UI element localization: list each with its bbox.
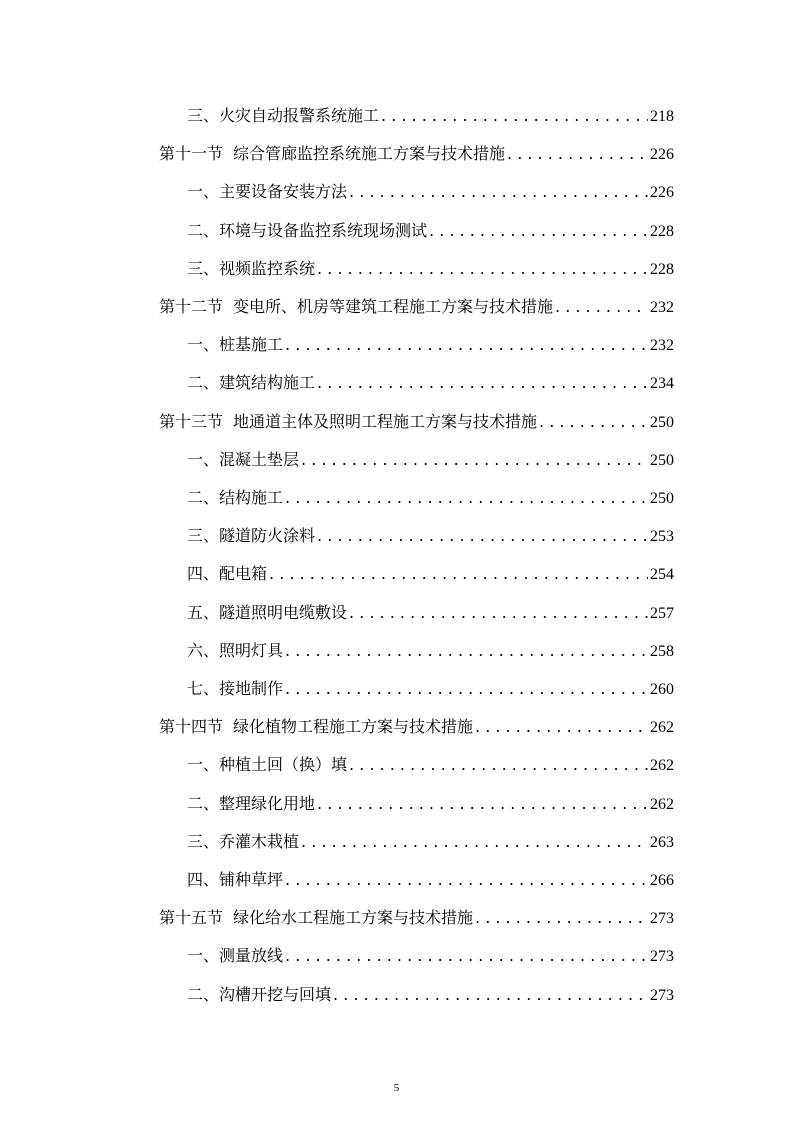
toc-entry-page: 254 — [650, 566, 674, 584]
toc-leader-dots — [333, 976, 648, 1014]
toc-section-entry[interactable] — [0, 288, 793, 326]
toc-entry-number: 一、 — [187, 755, 220, 775]
toc-entry-page: 232 — [650, 337, 674, 355]
toc-subsection-entry[interactable] — [0, 823, 793, 861]
page-number: 5 — [393, 1082, 400, 1094]
toc-subsection-entry[interactable] — [0, 670, 793, 708]
toc-leader-dots — [301, 823, 648, 861]
toc-entry-number: 二、 — [187, 984, 220, 1004]
toc-entry-page: 273 — [650, 986, 674, 1004]
toc-entry-number: 三、 — [187, 106, 220, 125]
toc-leader-dots — [285, 861, 648, 899]
toc-entry-title: 建筑结构施工 — [219, 373, 316, 393]
toc-entry-page: 228 — [650, 260, 674, 278]
toc-entry-number: 一、 — [187, 335, 220, 355]
toc-leader-dots — [317, 785, 648, 823]
toc-entry-number: 五、 — [187, 602, 220, 622]
toc-entry-number: 一、 — [187, 449, 220, 469]
toc-entry-page: 262 — [650, 757, 674, 775]
toc-entry-page: 253 — [650, 528, 674, 546]
toc-leader-dots — [539, 403, 648, 441]
toc-leader-dots — [285, 632, 648, 670]
toc-subsection-entry[interactable] — [0, 594, 793, 632]
toc-entry-page: 266 — [650, 872, 674, 889]
toc-entry-title: 主要设备安装方法 — [219, 182, 348, 202]
toc-entry-title: 结构施工 — [219, 488, 284, 507]
toc-entry-title: 变电所、机房等建筑工程施工方案与技术措施 — [233, 297, 554, 316]
toc-entry-number: 第十四节 — [159, 717, 224, 737]
toc-leader-dots — [349, 173, 648, 211]
toc-subsection-entry[interactable] — [0, 785, 793, 823]
toc-leader-dots — [429, 212, 648, 250]
toc-leader-dots — [555, 288, 648, 326]
toc-leader-dots — [285, 937, 648, 975]
toc-leader-dots — [269, 555, 648, 593]
toc-leader-dots — [349, 746, 648, 784]
toc-entry-number: 三、 — [187, 831, 220, 851]
toc-subsection-entry[interactable] — [0, 364, 793, 402]
toc-subsection-entry[interactable] — [0, 173, 793, 211]
toc-leader-dots — [475, 708, 648, 746]
toc-entry-page: 273 — [650, 948, 674, 966]
toc-entry-title: 测量放线 — [219, 946, 284, 966]
toc-entry-number: 第十五节 — [159, 908, 224, 928]
toc-subsection-entry[interactable] — [0, 976, 793, 1014]
toc-section-entry[interactable] — [0, 708, 793, 746]
toc-entry-page: 250 — [650, 451, 674, 469]
toc-entry-number: 四、 — [187, 564, 220, 584]
toc-entry-number: 二、 — [187, 793, 220, 813]
toc-entry-number: 一、 — [187, 946, 220, 966]
toc-subsection-entry[interactable] — [0, 250, 793, 288]
toc-entry-title: 沟槽开挖与回填 — [219, 984, 332, 1004]
toc-leader-dots — [285, 479, 648, 517]
toc-leader-dots — [381, 97, 648, 135]
toc-entry-number: 第十三节 — [159, 411, 224, 431]
toc-entry-title: 整理绿化用地 — [219, 793, 316, 813]
toc-entry-title: 环境与设备监控系统现场测试 — [219, 220, 428, 240]
toc-entry-page: 234 — [650, 375, 674, 393]
toc-entry-title: 视频监控系统 — [219, 258, 316, 278]
toc-leader-dots — [285, 326, 648, 364]
toc-entry-title: 桩基施工 — [219, 335, 284, 355]
toc-entry-number: 第十一节 — [159, 144, 224, 164]
toc-leader-dots — [285, 670, 648, 708]
toc-entry-page: 262 — [650, 795, 674, 813]
toc-entry-title: 隧道照明电缆敷设 — [219, 602, 348, 622]
toc-entry-title: 铺种草坪 — [219, 870, 284, 889]
toc-entry-title: 火灾自动报警系统施工 — [219, 106, 380, 125]
toc-entry-number: 三、 — [187, 258, 220, 278]
toc-entry-page: 250 — [650, 413, 674, 431]
toc-subsection-entry[interactable] — [0, 97, 793, 135]
toc-subsection-entry[interactable] — [0, 746, 793, 784]
toc-entry-page: 250 — [650, 490, 674, 507]
toc-leader-dots — [301, 441, 648, 479]
toc-subsection-entry[interactable] — [0, 441, 793, 479]
toc-entry-page: 260 — [650, 681, 674, 698]
toc-entry-number: 二、 — [187, 488, 220, 507]
toc-entry-page: 218 — [650, 108, 674, 125]
toc-entry-number: 七、 — [187, 679, 220, 698]
toc-subsection-entry[interactable] — [0, 326, 793, 364]
toc-leader-dots — [475, 899, 648, 937]
toc-entry-number: 二、 — [187, 220, 220, 240]
toc-entry-page: 273 — [650, 910, 674, 928]
toc-entry-page: 257 — [650, 604, 674, 622]
toc-subsection-entry[interactable] — [0, 517, 793, 555]
toc-section-entry[interactable] — [0, 899, 793, 937]
toc-entry-number: 二、 — [187, 373, 220, 393]
toc-leader-dots — [507, 135, 648, 173]
toc-entry-title: 种植土回（换）填 — [219, 755, 348, 775]
toc-entry-number: 三、 — [187, 526, 220, 546]
toc-subsection-entry[interactable] — [0, 555, 793, 593]
toc-entry-page: 263 — [650, 833, 674, 851]
toc-entry-page: 226 — [650, 146, 674, 164]
toc-entry-title: 配电箱 — [219, 564, 268, 584]
toc-entry-number: 第十二节 — [159, 297, 224, 316]
toc-entry-title: 接地制作 — [219, 679, 284, 698]
toc-entry-title: 乔灌木栽植 — [219, 831, 300, 851]
toc-entry-page: 258 — [650, 642, 674, 660]
toc-entry-title: 照明灯具 — [219, 640, 284, 660]
toc-leader-dots — [317, 517, 648, 555]
toc-leader-dots — [317, 364, 648, 402]
toc-entry-title: 综合管廊监控系统施工方案与技术措施 — [233, 144, 506, 164]
toc-entry-number: 一、 — [187, 182, 220, 202]
toc-leader-dots — [349, 594, 648, 632]
toc-subsection-entry[interactable] — [0, 212, 793, 250]
toc-entry-number: 六、 — [187, 640, 220, 660]
toc-leader-dots — [317, 250, 648, 288]
toc-entry-title: 地通道主体及照明工程施工方案与技术措施 — [233, 411, 538, 431]
toc-subsection-entry[interactable] — [0, 632, 793, 670]
toc-entry-title: 混凝土垫层 — [219, 449, 300, 469]
toc-section-entry[interactable] — [0, 135, 793, 173]
toc-entry-title: 隧道防火涂料 — [219, 526, 316, 546]
toc-entry-page: 228 — [650, 222, 674, 240]
toc-subsection-entry[interactable] — [0, 937, 793, 975]
toc-entry-page: 226 — [650, 184, 674, 202]
toc-entry-title: 绿化植物工程施工方案与技术措施 — [233, 717, 474, 737]
toc-subsection-entry[interactable] — [0, 861, 793, 899]
toc-entry-page: 262 — [650, 719, 674, 737]
toc-entry-title: 绿化给水工程施工方案与技术措施 — [233, 908, 474, 928]
toc-subsection-entry[interactable] — [0, 479, 793, 517]
toc-section-entry[interactable] — [0, 403, 793, 441]
toc-entry-number: 四、 — [187, 870, 220, 889]
toc-entry-page: 232 — [650, 299, 674, 316]
